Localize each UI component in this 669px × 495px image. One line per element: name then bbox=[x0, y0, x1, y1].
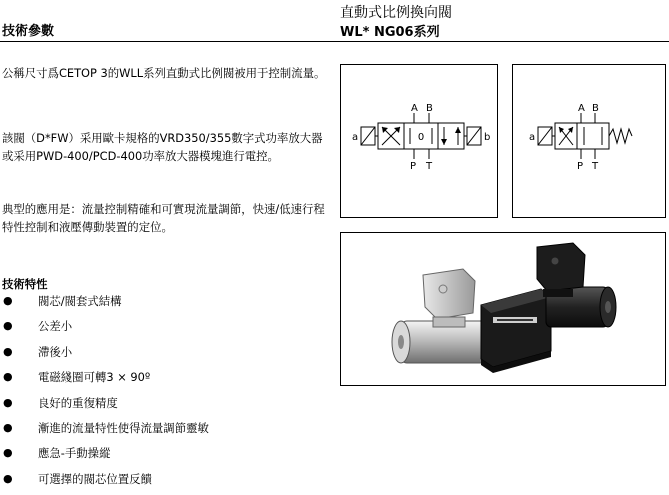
bullet-icon: ● bbox=[3, 446, 13, 460]
features-list bbox=[0, 292, 330, 495]
port-t-label: T bbox=[426, 161, 433, 172]
port-b-label: B bbox=[426, 103, 433, 114]
intro-paragraph: 公稱尺寸爲CETOP 3的WLL系列直動式比例閥被用于控制流量。 bbox=[2, 66, 326, 80]
bullet-icon: ● bbox=[3, 395, 13, 409]
list-item: ● 公差小 bbox=[3, 319, 73, 334]
symbol-box-3pos bbox=[340, 64, 498, 218]
port-a-label: A bbox=[578, 103, 585, 114]
valve-symbol-3pos bbox=[341, 65, 497, 217]
solenoid-a-label: a bbox=[352, 132, 359, 143]
solenoid-a-label: a bbox=[529, 132, 536, 143]
bullet-icon: ● bbox=[3, 471, 13, 485]
control-paragraph: 該閥（D*FW）采用歐卡規格的VRD350/355數字式功率放大器或采用PWD-400/PCD-400功率放大器模塊進行電控。 bbox=[2, 131, 323, 163]
port-t-label: T bbox=[592, 161, 599, 172]
features-title: 技術特性 bbox=[2, 277, 48, 291]
list-item: ● 漸進的流量特性使得流量調節靈敏 bbox=[3, 420, 209, 435]
product-photo bbox=[340, 232, 666, 386]
list-item: ● 閥芯/閥套式結構 bbox=[3, 294, 122, 308]
list-item: ● 電磁綫圈可轉3 × 90º bbox=[3, 370, 151, 385]
valve-photo-illustration bbox=[341, 233, 665, 385]
valve-symbol-2pos bbox=[513, 65, 665, 217]
solenoid-b-label: b bbox=[484, 132, 491, 143]
list-item: ● 可選擇的閥芯位置反饋 bbox=[3, 471, 152, 486]
bullet-icon: ● bbox=[3, 370, 13, 384]
list-item: ● 滯後小 bbox=[3, 344, 73, 359]
header-divider bbox=[0, 41, 669, 42]
application-paragraph: 典型的應用是：流量控制精確和可實現流量調節，快速/低速行程特性控制和液壓傳動裝置的定位。 bbox=[2, 202, 325, 234]
list-item: ● 良好的重復精度 bbox=[3, 395, 118, 410]
section-title: 技術參數 bbox=[2, 24, 55, 39]
bullet-icon: ● bbox=[3, 319, 13, 333]
list-item: ● 應急-手動操縱 bbox=[3, 446, 111, 461]
port-b-label: B bbox=[592, 103, 599, 114]
bullet-icon: ● bbox=[3, 420, 13, 434]
port-p-label: P bbox=[410, 161, 417, 172]
port-a-label: A bbox=[411, 103, 418, 114]
symbol-box-2pos bbox=[512, 64, 666, 218]
center-position-label: 0 bbox=[417, 132, 425, 143]
product-model: WL* NG06系列 bbox=[340, 25, 440, 40]
bullet-icon: ● bbox=[3, 294, 13, 307]
bullet-icon: ● bbox=[3, 344, 13, 358]
product-title: 直動式比例換向閥 bbox=[340, 5, 452, 21]
port-p-label: P bbox=[577, 161, 584, 172]
